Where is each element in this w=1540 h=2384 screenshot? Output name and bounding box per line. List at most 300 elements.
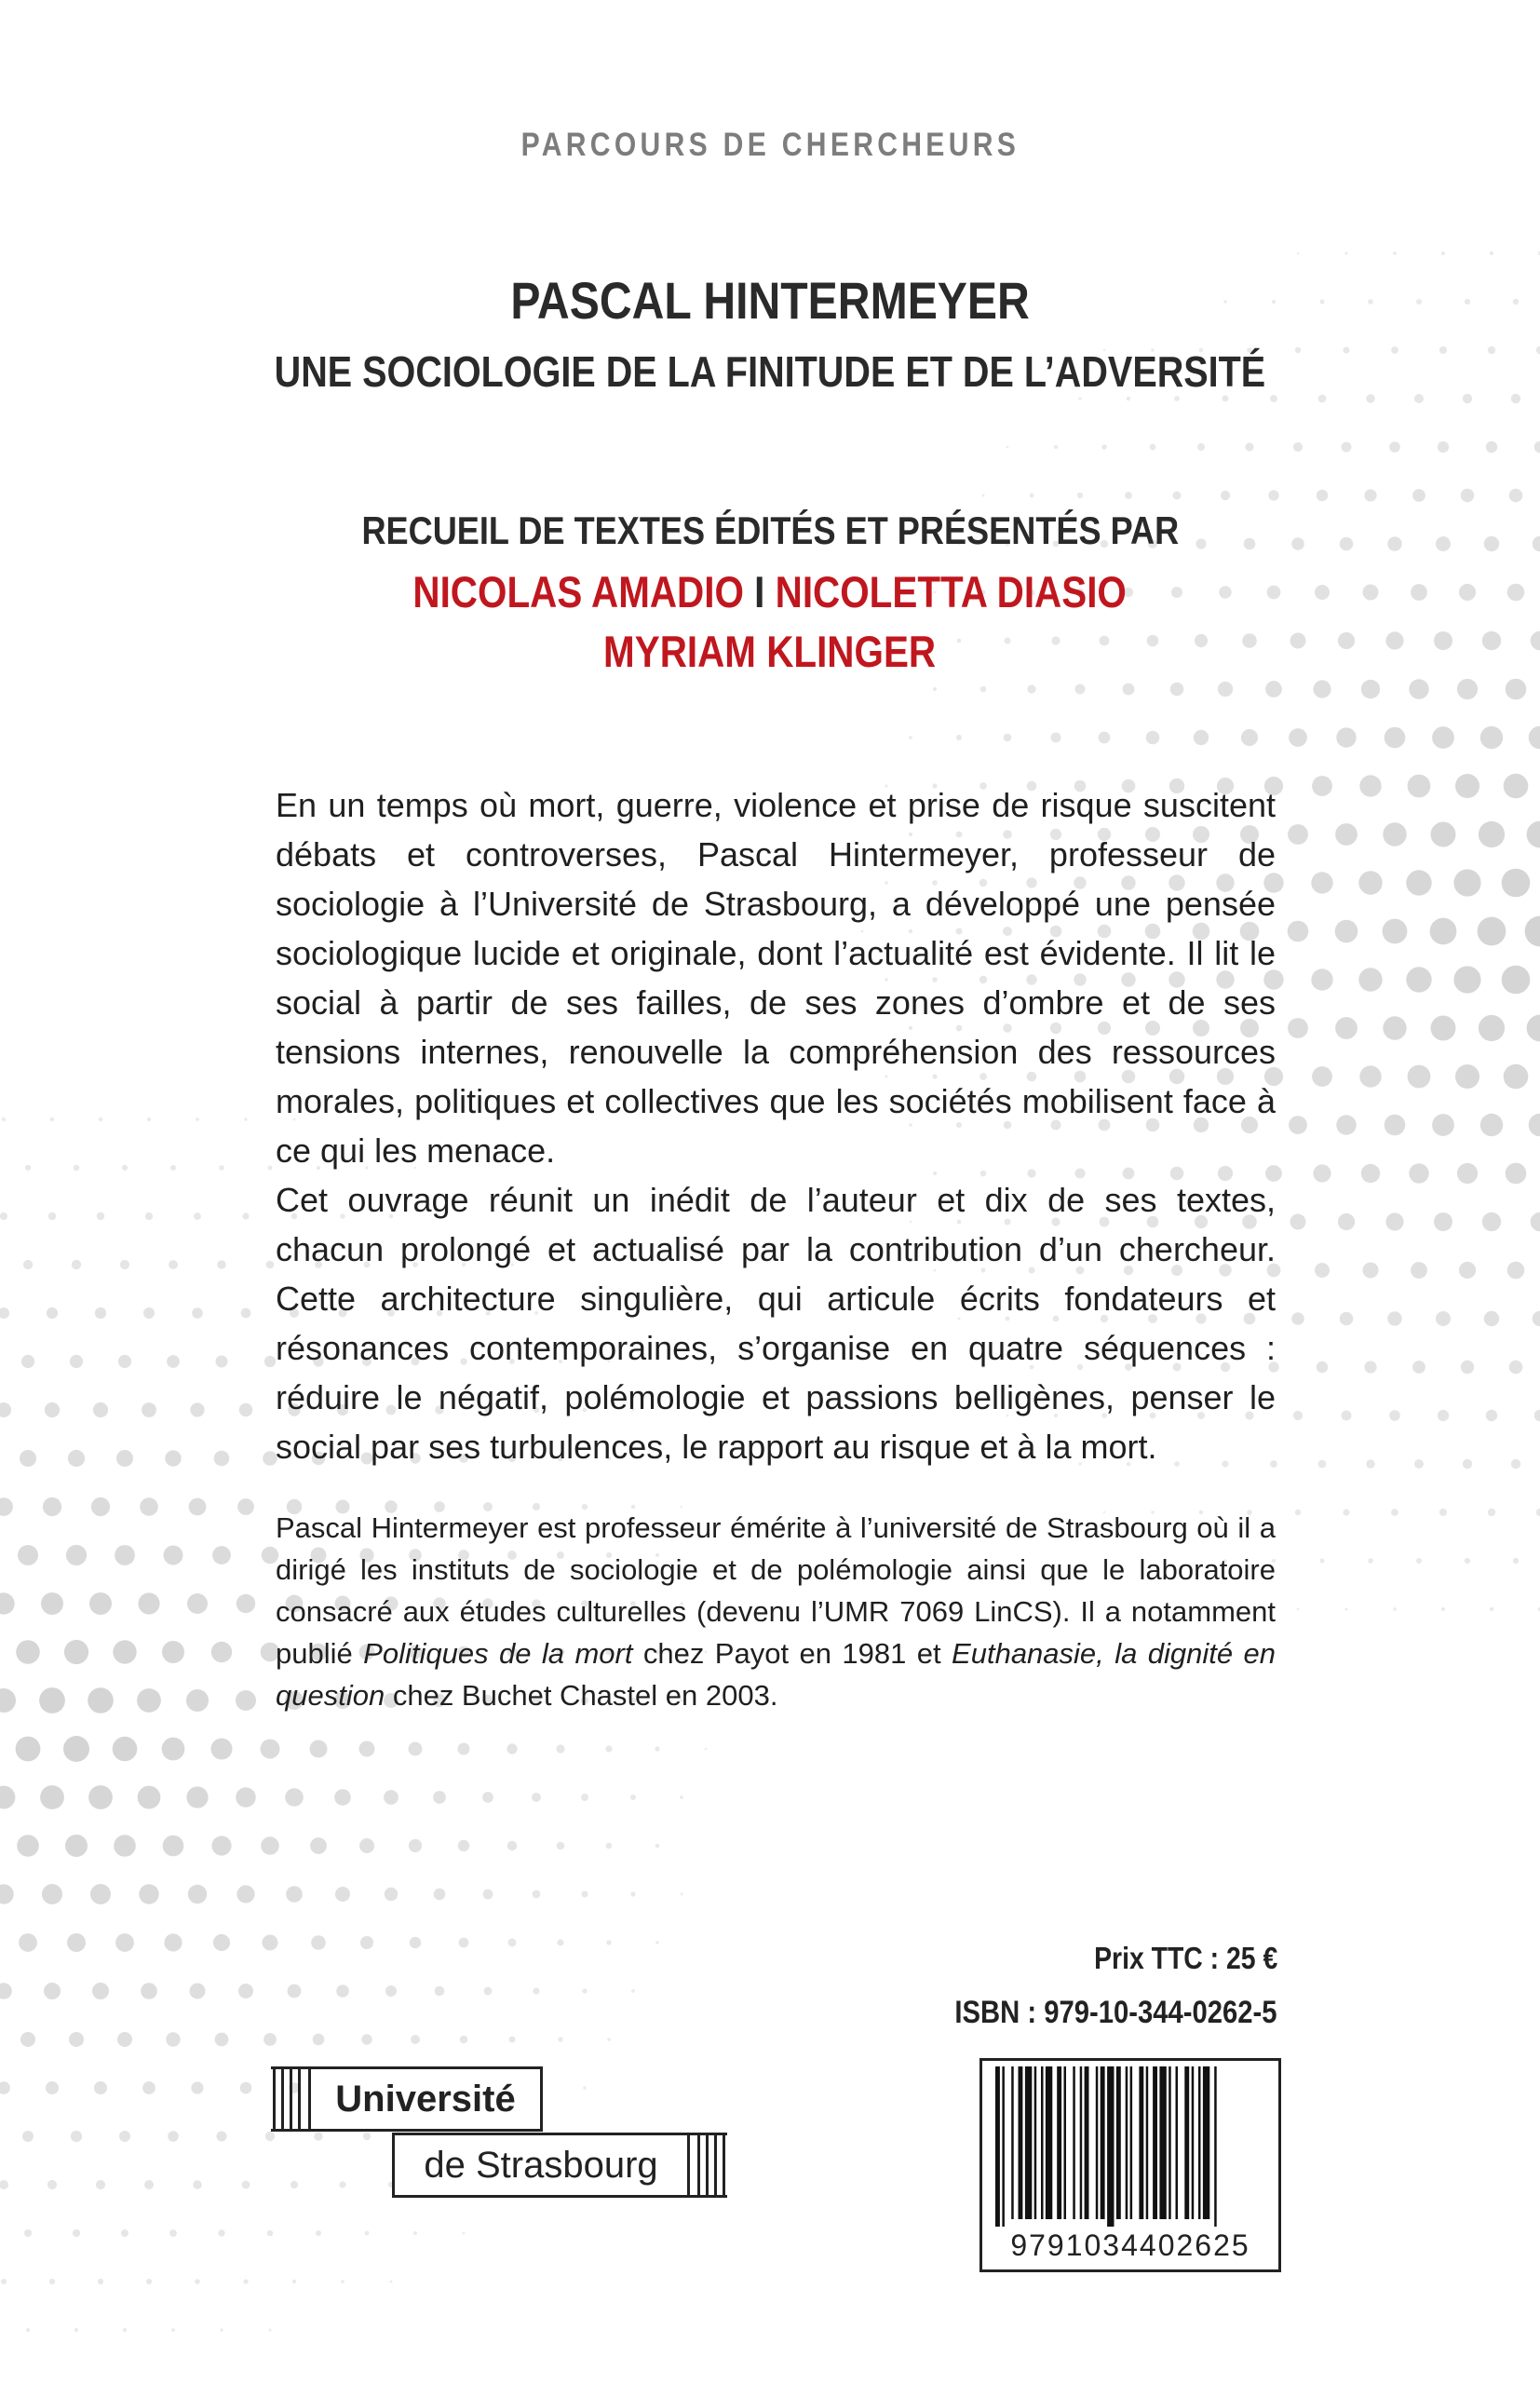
pattern-dot (630, 1795, 636, 1800)
pattern-dot (532, 1793, 541, 1802)
pattern-dot (1408, 775, 1431, 798)
pattern-dot (533, 1987, 539, 1994)
pattern-dot (1344, 1607, 1347, 1610)
pattern-dot (143, 1307, 155, 1319)
pattern-dot (1465, 1558, 1470, 1564)
pattern-dot (170, 1165, 176, 1171)
pattern-dot (1366, 1459, 1374, 1468)
pattern-dot (89, 1592, 112, 1615)
pattern-dot (1315, 1263, 1330, 1278)
pattern-dot (482, 1792, 493, 1803)
barcode-bar (1073, 2066, 1075, 2219)
pattern-dot (459, 1938, 469, 1948)
pattern-dot (123, 2328, 127, 2332)
pattern-dot (167, 1355, 180, 1368)
pattern-dot (243, 2279, 248, 2283)
pattern-dot (26, 2328, 30, 2332)
pattern-dot (385, 1985, 397, 1997)
pattern-dot (341, 2280, 344, 2283)
pattern-dot (1533, 1311, 1540, 1327)
pattern-dot (239, 1403, 252, 1416)
pattern-dot (116, 1450, 133, 1467)
pattern-dot (1361, 1164, 1380, 1183)
barcode-bar (1085, 2066, 1089, 2219)
pattern-dot (1340, 1312, 1354, 1326)
pattern-dot (292, 2280, 296, 2283)
pattern-dot (1432, 1114, 1454, 1136)
pattern-dot (557, 1939, 563, 1945)
pattern-dot (20, 1450, 36, 1467)
pattern-dot (1221, 491, 1230, 500)
pattern-dot (1291, 1312, 1304, 1325)
pattern-dot (94, 2081, 107, 2094)
pattern-dot (1441, 1607, 1445, 1611)
pattern-dot (1412, 489, 1425, 502)
pattern-dot (1391, 1509, 1398, 1516)
pattern-dot (1393, 251, 1397, 255)
pattern-dot (98, 2279, 103, 2284)
barcode-digits: 9791034402625 (1010, 2228, 1250, 2262)
pattern-dot (42, 1884, 62, 1904)
pattern-dot (1488, 1509, 1495, 1516)
pattern-dot (1297, 1608, 1300, 1611)
pattern-dot (219, 1165, 224, 1171)
pattern-dot (147, 1118, 151, 1121)
barcode-bar (1041, 2066, 1044, 2219)
barcode-bar (1126, 2066, 1128, 2219)
pattern-dot (458, 1840, 469, 1851)
pattern-dot (508, 1939, 517, 1947)
pattern-dot (933, 687, 937, 691)
pattern-dot (2, 1118, 6, 1121)
pattern-dot (1268, 490, 1278, 500)
pattern-dot (24, 2229, 32, 2237)
pattern-dot (1506, 679, 1527, 700)
pattern-dot (1389, 1410, 1400, 1421)
pattern-dot (1078, 397, 1081, 400)
pattern-dot (186, 1786, 208, 1808)
pattern-dot (1409, 679, 1428, 698)
pattern-dot (49, 2279, 55, 2284)
pattern-dot (196, 1118, 199, 1121)
pattern-dot (290, 2181, 298, 2188)
pattern-dot (142, 2081, 155, 2094)
pattern-dot (242, 1212, 249, 1219)
pattern-dot (458, 1743, 470, 1755)
pattern-dot (334, 1789, 351, 1806)
pattern-dot (1434, 1212, 1452, 1231)
barcode-bar (1153, 2066, 1157, 2219)
pattern-dot (582, 1988, 587, 1993)
pattern-dot (90, 1884, 111, 1904)
pattern-dot (218, 2229, 224, 2236)
pattern-dot (237, 1498, 254, 1515)
editors-label: RECUEIL DE TEXTES ÉDITÉS ET PRÉSENTÉS PAR (361, 508, 1179, 552)
pattern-dot (980, 686, 987, 693)
barcode-bar (1139, 2066, 1143, 2219)
pattern-dot (556, 1744, 564, 1753)
pattern-dot (1385, 1212, 1403, 1230)
pattern-dot (286, 1886, 303, 1903)
pattern-dot (1513, 1558, 1519, 1564)
editor-separator: I (754, 567, 765, 616)
pattern-dot (1416, 1558, 1422, 1564)
pattern-dot (1364, 1361, 1376, 1373)
pattern-dot (72, 1260, 81, 1269)
pattern-dot (1006, 446, 1009, 449)
barcode-bar (1198, 2066, 1201, 2219)
pattern-dot (1511, 1459, 1520, 1469)
pattern-dot (1430, 918, 1457, 945)
barcode-bar (1064, 2066, 1067, 2219)
pattern-dot (146, 2279, 152, 2284)
pattern-dot (1484, 1311, 1499, 1326)
pattern-dot (115, 1545, 135, 1565)
pattern-dot (96, 2180, 105, 2189)
pattern-dot (606, 1940, 611, 1944)
barcode-bar (1116, 2066, 1121, 2219)
pattern-dot (119, 2131, 130, 2142)
pattern-dot (1383, 1016, 1406, 1039)
pattern-dot (1409, 1163, 1428, 1183)
author-bio (276, 1507, 1276, 1716)
pattern-dot (162, 1641, 184, 1663)
pattern-dot (1075, 684, 1086, 695)
barcode-bar (1214, 2066, 1217, 2227)
pattern-dot (1453, 966, 1480, 993)
pattern-dot (1536, 1509, 1540, 1516)
pattern-dot (607, 2038, 611, 2041)
pattern-dot (188, 1885, 207, 1903)
isbn-label: ISBN : 979-10-344-0262-5 (954, 1995, 1277, 2030)
book-subtitle: UNE SOCIOLOGIE DE LA FINITUDE ET DE L’ADVERSITÉ (274, 347, 1266, 396)
pattern-dot (1480, 1114, 1503, 1136)
blurb-paragraph-2: Cet ouvrage réunit un inédit de l’auteur et dix de ses textes, chacun prolongé et actualisé par la contribution d’un chercheur. Cette architecture singulière, qui articule écrits fondateurs et résonances contemporaines, s’organise en quatre séquences : réduire le négatif, polémologie et passions belligènes, penser le social par ses turbulences, le rapport au risque et à la mort. (276, 1181, 1276, 1466)
pattern-dot (484, 1987, 493, 1996)
pattern-dot (310, 1741, 328, 1758)
pattern-dot (1336, 1115, 1356, 1134)
pattern-dot (1288, 824, 1308, 845)
pattern-dot (64, 1640, 88, 1664)
pattern-dot (68, 1450, 85, 1467)
pattern-dot (361, 2034, 371, 2044)
pattern-dot (73, 2229, 80, 2237)
pattern-dot (1344, 251, 1347, 254)
pattern-dot (269, 2329, 272, 2332)
pattern-dot (236, 1690, 256, 1711)
pattern-dot (1412, 1361, 1425, 1374)
pattern-dot (0, 1884, 14, 1903)
pattern-dot (63, 1736, 89, 1762)
pattern-dot (1335, 823, 1358, 846)
pattern-dot (93, 1402, 108, 1417)
pattern-dot (1502, 869, 1531, 898)
pattern-dot (20, 2032, 35, 2047)
pattern-dot (238, 1984, 253, 1998)
pattern-dot (583, 2086, 586, 2089)
pattern-dot (88, 1687, 114, 1714)
barcode-bar (1176, 2066, 1179, 2219)
pattern-dot (115, 1933, 134, 1952)
pattern-dot (557, 1842, 565, 1850)
pattern-dot (1529, 726, 1540, 750)
pattern-dot (261, 1836, 279, 1855)
pattern-dot (1338, 1213, 1355, 1230)
pattern-dot (0, 2081, 10, 2094)
pattern-dot (236, 1594, 255, 1613)
pattern-dot (92, 1983, 109, 1999)
logo-stripes-right (690, 2133, 727, 2198)
pattern-dot (264, 1356, 276, 1367)
pattern-dot (1509, 1361, 1523, 1375)
pattern-dot (190, 1984, 206, 1999)
pattern-dot (74, 2328, 78, 2332)
editor-name-1: NICOLAS AMADIO (412, 567, 745, 616)
pattern-dot (1313, 1164, 1331, 1182)
pattern-dot (507, 1743, 517, 1754)
pattern-dot (242, 2181, 250, 2189)
pattern-dot (216, 1356, 228, 1368)
pattern-dot (195, 2279, 200, 2284)
pattern-dot (1504, 774, 1529, 799)
pattern-dot (335, 1887, 350, 1902)
barcode-bar (1169, 2066, 1171, 2219)
pattern-dot (163, 1835, 184, 1857)
pattern-dot (1490, 251, 1493, 255)
pattern-dot (1525, 916, 1540, 947)
pattern-dot (1318, 1460, 1327, 1469)
pattern-dot (1127, 397, 1131, 401)
pattern-dot (483, 1890, 493, 1900)
pattern-dot (1455, 1064, 1479, 1089)
pattern-dot (336, 1984, 349, 1998)
pattern-dot (1438, 1410, 1449, 1421)
pattern-dot (1030, 494, 1034, 498)
pattern-dot (1317, 490, 1328, 501)
pattern-dot (1431, 1016, 1456, 1041)
pattern-dot (1342, 442, 1352, 453)
pattern-dot (1389, 441, 1400, 453)
pattern-dot (1457, 679, 1478, 699)
pattern-dot (359, 1741, 375, 1757)
pattern-dot (113, 1640, 136, 1663)
pattern-dot (1490, 1607, 1493, 1611)
pattern-dot (22, 2131, 34, 2142)
pattern-dot (1312, 776, 1332, 796)
barcode-bars (990, 2066, 1271, 2227)
pattern-dot (118, 1355, 131, 1368)
pattern-dot (1312, 1066, 1332, 1087)
pattern-dot (261, 1740, 280, 1759)
pattern-dot (0, 1688, 16, 1713)
pattern-dot (169, 2229, 177, 2237)
pattern-dot (558, 2037, 562, 2041)
pattern-dot (192, 1307, 203, 1319)
pattern-dot (463, 2232, 466, 2235)
pattern-dot (1077, 493, 1083, 498)
pattern-dot (1527, 1015, 1540, 1042)
editor-name-3: MYRIAM KLINGER (603, 627, 937, 676)
pattern-dot (41, 1592, 63, 1615)
pattern-dot (1436, 1311, 1451, 1326)
pattern-dot (385, 1888, 398, 1901)
pattern-dot (1461, 489, 1474, 502)
barcode-bar (1057, 2066, 1061, 2219)
pattern-dot (1290, 1214, 1306, 1230)
pattern-dot (1197, 443, 1205, 451)
pattern-dot (67, 1933, 86, 1952)
pattern-dot (97, 1212, 104, 1220)
pattern-dot (1004, 734, 1012, 742)
pattern-dot (1358, 871, 1382, 894)
pattern-dot (310, 1837, 327, 1854)
pattern-dot (1383, 919, 1408, 944)
pattern-dot (1387, 1311, 1401, 1325)
pattern-dot (114, 1835, 136, 1857)
pattern-dot (48, 1212, 56, 1220)
pattern-dot (1411, 1262, 1427, 1279)
barcode-bar (1184, 2066, 1189, 2219)
barcode-bar (1192, 2066, 1195, 2219)
pattern-dot (460, 2036, 468, 2044)
pattern-dot (390, 2281, 393, 2283)
pattern-dot (1336, 727, 1356, 747)
pattern-dot (1289, 1116, 1307, 1134)
pattern-dot (263, 2033, 277, 2046)
pattern-dot (1502, 966, 1531, 995)
pattern-dot (1051, 733, 1061, 743)
pattern-dot (1335, 1017, 1358, 1039)
pattern-dot (1480, 726, 1503, 749)
pattern-dot (1363, 1263, 1379, 1279)
pattern-dot (1027, 684, 1035, 693)
pattern-dot (1311, 968, 1332, 990)
pattern-dot (1288, 1018, 1308, 1038)
pattern-dot (359, 1838, 374, 1853)
pattern-dot (1432, 726, 1454, 749)
pattern-dot (74, 1165, 79, 1171)
pattern-dot (1317, 1361, 1328, 1373)
pattern-dot (363, 2133, 371, 2140)
pattern-dot (144, 2180, 154, 2189)
pattern-dot (605, 1745, 612, 1752)
pattern-dot (909, 736, 912, 739)
pattern-dot (1478, 917, 1506, 946)
pattern-dot (211, 1835, 231, 1855)
pattern-dot (140, 1497, 158, 1516)
pattern-dot (631, 1989, 635, 1993)
pattern-dot (66, 1545, 87, 1565)
pattern-dot (44, 1983, 61, 1999)
barcode-bar (1146, 2066, 1149, 2219)
barcode-bar (1130, 2066, 1133, 2219)
editors-names (0, 566, 1540, 617)
pattern-dot (217, 1260, 225, 1268)
pattern-dot (1383, 822, 1406, 846)
pattern-dot (214, 1451, 230, 1467)
pattern-dot (1099, 732, 1111, 744)
pattern-dot (145, 1212, 153, 1220)
pattern-dot (88, 1785, 113, 1809)
pattern-dot (1293, 442, 1303, 452)
pattern-dot (316, 2230, 321, 2236)
pattern-dot (187, 1593, 208, 1614)
pattern-dot (236, 1885, 254, 1903)
pattern-dot (1441, 251, 1445, 255)
pattern-dot (17, 1835, 39, 1857)
pattern-dot (43, 1497, 61, 1516)
pattern-dot (413, 2231, 417, 2235)
pattern-dot (1463, 1459, 1472, 1469)
pattern-dot (1506, 1163, 1527, 1185)
pattern-dot (1486, 441, 1497, 453)
pattern-dot (1453, 869, 1480, 896)
pattern-dot (268, 1166, 273, 1171)
book-title-2: Euthanasie, la dignité en question (276, 1637, 1276, 1712)
pattern-dot (1194, 730, 1209, 745)
pattern-dot (1335, 920, 1358, 943)
pattern-dot (1288, 921, 1309, 942)
barcode-bar (1203, 2066, 1209, 2219)
barcode-bar (1096, 2066, 1099, 2219)
pattern-dot (1359, 775, 1381, 796)
author-name: PASCAL HINTERMEYER (510, 271, 1030, 330)
pattern-dot (169, 1260, 178, 1269)
pattern-dot (1311, 872, 1332, 893)
pattern-dot (1406, 870, 1431, 895)
pattern-dot (311, 1935, 326, 1950)
pattern-dot (121, 2229, 128, 2237)
pattern-dot (705, 1748, 708, 1751)
pattern-dot (212, 1546, 231, 1564)
pattern-dot (681, 1893, 683, 1896)
barcode-bar (1107, 2066, 1114, 2227)
pattern-dot (409, 1742, 423, 1756)
pattern-dot (1218, 682, 1233, 697)
pattern-dot (164, 1933, 182, 1951)
pattern-dot (165, 1450, 181, 1466)
pattern-dot (213, 1934, 230, 1951)
pattern-dot (45, 1402, 60, 1417)
barcode-bar (1101, 2066, 1105, 2219)
pattern-dot (189, 1498, 207, 1516)
pattern-dot (1241, 729, 1258, 746)
pattern-dot (288, 1984, 302, 1998)
pattern-dot (1359, 1065, 1381, 1087)
pattern-dot (1438, 441, 1449, 453)
pattern-dot (1054, 445, 1058, 449)
pattern-dot (266, 1261, 275, 1269)
pattern-dot (433, 1791, 446, 1804)
pattern-dot (164, 1546, 183, 1565)
pattern-dot (1461, 1361, 1474, 1374)
pattern-dot (285, 1788, 304, 1807)
pattern-dot (0, 1983, 12, 1999)
pattern-dot (191, 2081, 203, 2093)
pattern-dot (1361, 680, 1380, 698)
pattern-dot (138, 1592, 159, 1614)
pattern-dot (1479, 821, 1505, 847)
pattern-dot (19, 1933, 37, 1952)
pattern-dot (384, 1790, 399, 1805)
pattern-dot (70, 1355, 83, 1368)
pattern-dot (1146, 731, 1160, 745)
pattern-dot (507, 1841, 517, 1850)
barcode-bar (1019, 2066, 1023, 2219)
pattern-dot (241, 1308, 251, 1319)
pattern-dot (18, 1545, 38, 1565)
pattern-dot (1534, 1410, 1540, 1422)
